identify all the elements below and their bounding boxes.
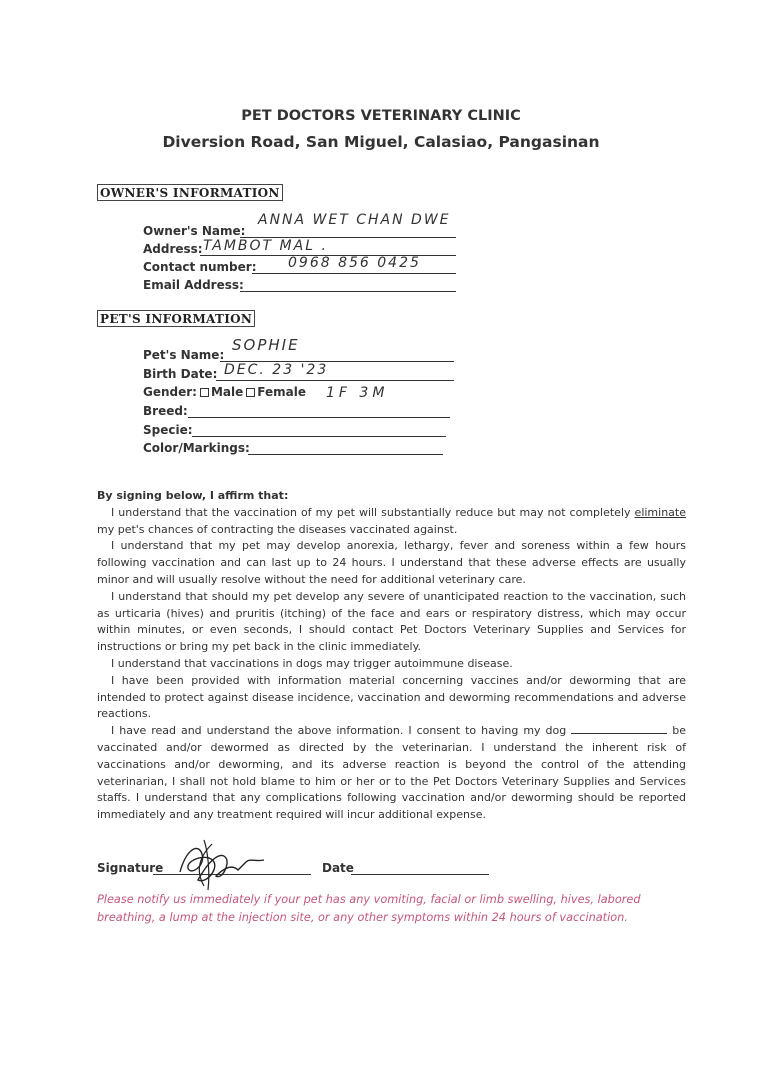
email-label: Email Address: [143, 278, 244, 292]
email-line [240, 291, 456, 292]
contact-number-value[interactable]: 0968 856 0425 [288, 255, 421, 271]
owner-address-label: Address: [143, 242, 203, 256]
male-checkbox[interactable] [200, 388, 209, 397]
owner-section-title: OWNER'S INFORMATION [97, 184, 283, 201]
date-line[interactable] [351, 874, 489, 875]
signature-label: Signature [97, 861, 164, 875]
contact-number-label: Contact number: [143, 260, 257, 274]
post-vaccination-notice: Please notify us immediately if your pet has any vomiting, facial or limb swelling, hives, labored breathing, a lump at the injection site, or any other symptoms within 24 hours of vaccination. [97, 893, 641, 924]
consent-paragraph-5: I have been provided with information material concerning vaccines and/or deworming that are intended to protect against disease incidence, vaccination and deworming recommendations and adverse reactions. [97, 673, 686, 721]
owner-name-label: Owner's Name: [143, 224, 246, 238]
gender-label: Gender: [143, 385, 197, 399]
consent-paragraph-6: I have read and understand the above information. I consent to having my dog be vaccinated and/or dewormed as directed by the veterinarian. I understand the inherent risk of vaccinations and/or deworming, and its adverse reaction is beyond the control of the attending veterinarian, I shall not hold blame to him or her or to the Pet Doctors Veterinary Supplies and Services staffs. I understand that any complications following vaccination and/or deworming should be reported immediately and any treatment required will incur additional expense. [97, 724, 687, 822]
pet-name-label: Pet's Name: [143, 348, 225, 362]
consent-text [97, 488, 686, 824]
pet-section-title: PET'S INFORMATION [97, 310, 255, 327]
gender-value[interactable]: 1F 3M [326, 385, 389, 401]
consent-paragraph-3: I understand that should my pet develop any severe of unanticipated reaction to the vaccination, such as urticaria (hives) and pruritis (itching) of the face and ears or respiratory distress, which may occur within minutes, or even seconds, I should contact Pet Doctors Veterinary Supplies and Services for instructions or bring my pet back in the clinic immediately. [97, 589, 686, 654]
consent-paragraph-4: I understand that vaccinations in dogs may trigger autoimmune disease. [111, 656, 513, 670]
contact-number-line [252, 273, 456, 274]
consent-lead: By signing below, I affirm that: [97, 489, 289, 502]
female-label: Female [257, 385, 306, 399]
specie-label: Specie: [143, 423, 193, 437]
color-markings-label: Color/Markings: [143, 441, 250, 455]
birth-date-line [216, 380, 454, 381]
owner-address-value[interactable]: TAMBOT MAL . [203, 238, 328, 254]
clinic-name: PET DOCTORS VETERINARY CLINIC [241, 108, 521, 124]
breed-label: Breed: [143, 404, 188, 418]
clinic-address: Diversion Road, San Miguel, Calasiao, Pangasinan [162, 133, 600, 151]
specie-line [192, 436, 446, 437]
date-label: Date [322, 861, 354, 875]
female-checkbox[interactable] [246, 388, 255, 397]
male-label: Male [210, 385, 244, 399]
consent-paragraph-2: I understand that my pet may develop anorexia, lethargy, fever and soreness within a few hours following vaccination and can last up to 24 hours. I understand that these adverse effects are usually minor and will usually resolve without the need for additional veterinary care. [97, 539, 686, 586]
gender-row [143, 385, 306, 399]
birth-date-label: Birth Date: [143, 367, 218, 381]
owner-name-value[interactable]: ANNA WET CHAN DWE [258, 212, 451, 228]
signature-scribble [168, 832, 268, 894]
dog-name-blank[interactable] [571, 724, 667, 734]
breed-line [188, 417, 450, 418]
consent-paragraph-1: I understand that the vaccination of my pet will substantially reduce but may not completely eliminate my pet's chances of contracting the diseases vaccinated against. [97, 505, 686, 536]
color-markings-line [248, 454, 443, 455]
pet-name-value[interactable]: SOPHIE [232, 336, 300, 354]
birth-date-value[interactable]: DEC. 23 '23 [224, 362, 329, 378]
